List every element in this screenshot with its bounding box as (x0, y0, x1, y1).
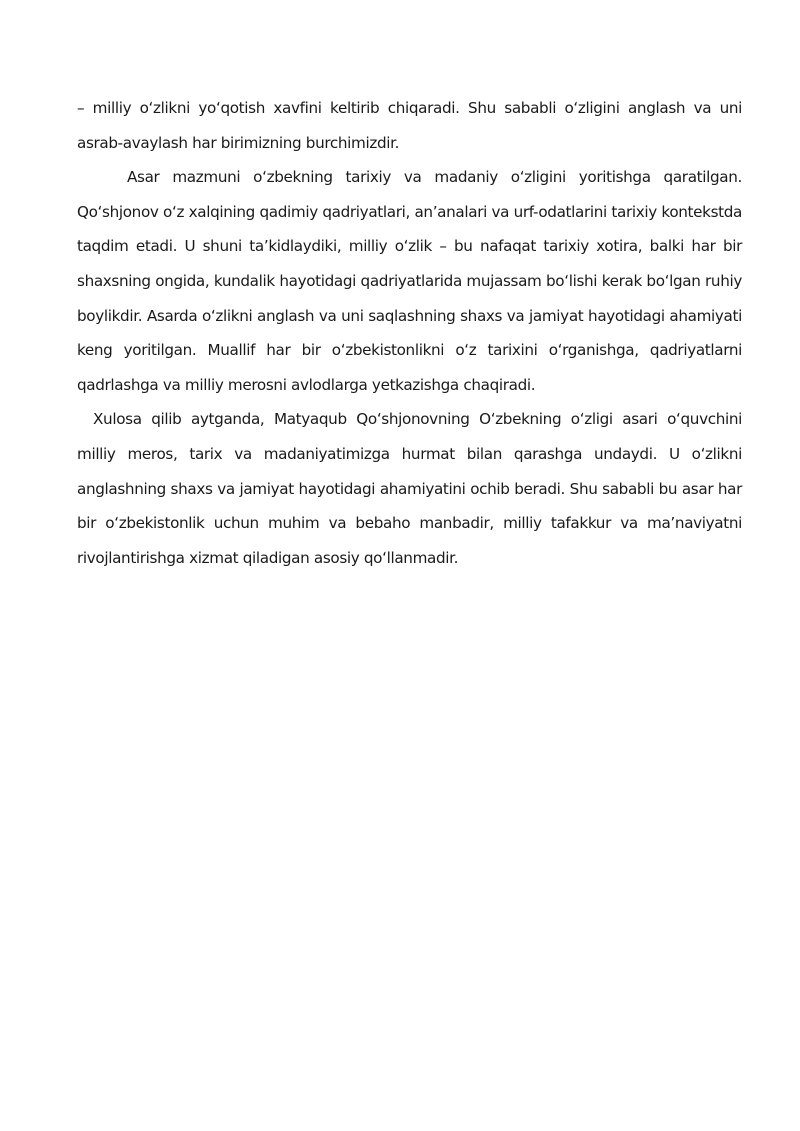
paragraph-asar-mazmuni: Asar mazmuni oʻzbekning tarixiy va madaniy oʻzligini yoritishga qaratilgan. Qoʻshjonov oʻz xalqining qadimiy qadriyatlari, an’analari va urf-odatlarini tarixiy kontekstda taqdim etadi. U shuni ta’kidlaydiki, milliy oʻzlik – bu nafaqat tarixiy xotira, balki har bir shaxsning ongida, kundalik hayotidagi qadriyatlarida mujassam boʻlishi kerak boʻlgan ruhiy boylikdir. Asarda oʻzlikni anglash va uni saqlashning shaxs va jamiyat hayotidagi ahamiyati keng yoritilgan. Muallif har bir oʻzbekistonlikni oʻz tarixini oʻrganishga, qadriyatlarni qadrlashga va milliy merosni avlodlarga yetkazishga chaqiradi. (77, 168, 742, 394)
document-body (77, 91, 742, 575)
paragraph-conclusion: Xulosa qilib aytganda, Matyaqub Qoʻshjonovning Oʻzbekning oʻzligi asari oʻquvchini milliy meros, tarix va madaniyatimizga hurmat bilan qarashga undaydi. U oʻzlikni anglashning shaxs va jamiyat hayotidagi ahamiyatini ochib beradi. Shu sababli bu asar har bir oʻzbekistonlik uchun muhim va bebaho manbadir, milliy tafakkur va ma’naviyatni rivojlantirishga xizmat qiladigan asosiy qoʻllanmadir. (77, 410, 742, 567)
paragraph-continuation: – milliy oʻzlikni yoʻqotish xavfini keltirib chiqaradi. Shu sababli oʻzligini anglash va uni asrab-avaylash har birimizning burchimizdir. (77, 99, 742, 152)
